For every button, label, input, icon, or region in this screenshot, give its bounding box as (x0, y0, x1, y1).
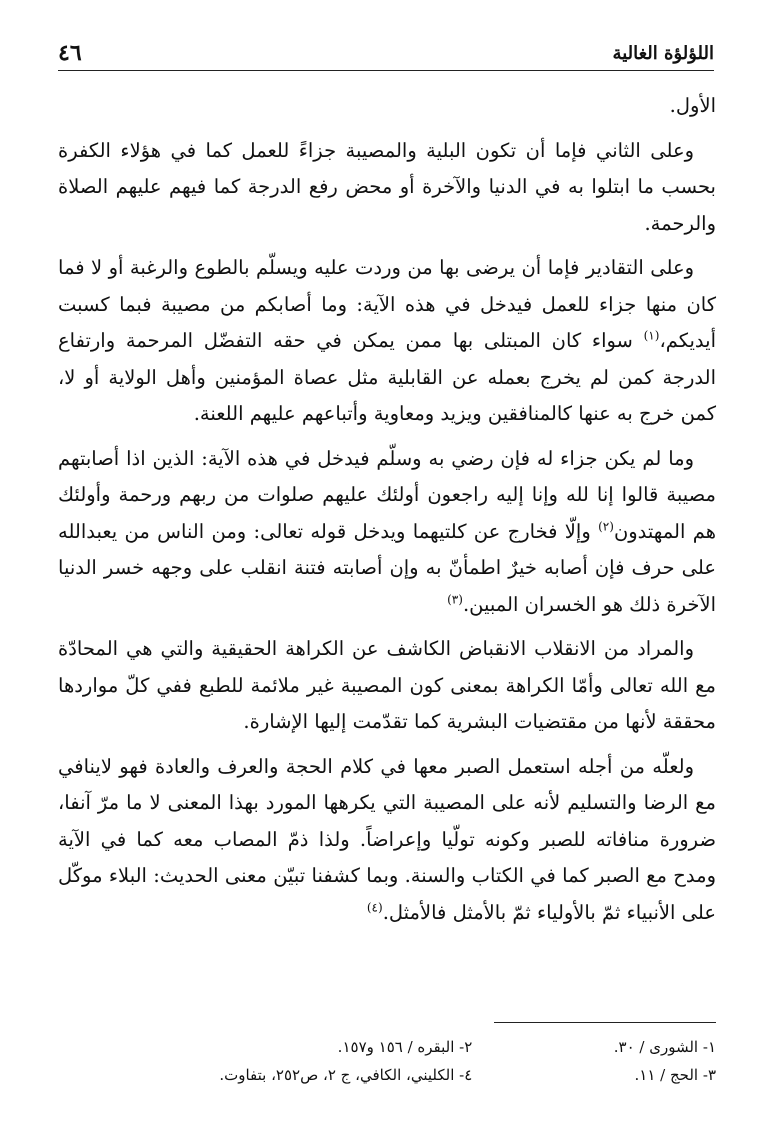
paragraph-3-text-after: سواء كان المبتلى بها ممن يمكن في حقه التفضّل المرحمة وارتفاع الدرجة كمن لم يخرج بعمله عن القابلية مثل عصاة المؤمنين وأهل الولاية أو لا، كمن خرج به عنها كالمنافقين ويزيد ومعاوية وأتباعهم عليهم اللعنة. (58, 329, 716, 425)
paragraph-6-text-before: ولعلّه من أجله استعمل الصبر معها في كلام الحجة والعرف والعادة فهو لاينافي مع الرضا والتسليم لأنه على المصيبة التي يكرهها المورد بهذا المعنى لا ما مرّ آنفا، ضرورة منافاته للصبر وكونه تولّيا وإعراضاً. ولذا ذمّ المصاب معه كما في الآية ومدح مع الصبر كما في الكتاب والسنة. وبما كشفنا تبيّن معنى الحديث: البلاء موكّل على الأنبياء ثمّ بالأولياء ثمّ بالأمثل فالأمثل. (58, 754, 716, 924)
paragraph-4-text-middle: وإلّا فخارج عن كلتيهما ويدخل قوله تعالى: ومن الناس من يعبدالله على حرف فإن أصابه خيرٌ اطمأنّ به وإن أصابته فتنة انقلب على وجهه خسر الدنيا الآخرة ذلك هو الخسران المبين. (58, 519, 716, 616)
footnote-divider (494, 1022, 716, 1023)
paragraph-2 (58, 133, 716, 243)
paragraph-1-text: الأول. (669, 94, 716, 117)
paragraph-4-text-before: وما لم يكن جزاء له فإن رضي به وسلّم فيدخل في هذه الآية: الذين اذا أصابتهم مصيبة قالوا إنا لله وإنا إليه راجعون أولئك عليهم صلوات من ربهم ورحمة وأولئك هم المهتدون (58, 446, 717, 543)
paragraph-6 (58, 749, 716, 932)
footnote-ref-3[interactable]: (٣) (447, 592, 463, 606)
footnote-4: ٤- الكليني، الكافي، ج ٢، ص٢٥٢، بتفاوت. (219, 1066, 473, 1084)
running-title: اللؤلؤة الغالية (612, 43, 714, 64)
paragraph-3-text-before: وعلى التقادير فإما أن يرضى بها من وردت عليه ويسلّم بالطوع والرغبة أو لا فما كان منها جزاء للعمل فيدخل في هذه الآية: وما أصابكم من مصيبة فبما كسبت أيديكم، (58, 256, 716, 352)
page-header (58, 36, 714, 71)
footnote-ref-4[interactable]: (٤) (366, 900, 383, 914)
paragraph-5 (58, 631, 716, 741)
footnote-1: ١- الشورى / ٣٠. (613, 1038, 716, 1056)
paragraph-2-text: وعلى الثاني فإما أن تكون البلية والمصيبة جزاءً للعمل كما في هؤلاء الكفرة بحسب ما ابتلوا به في الدنيا والآخرة أو محض رفع الدرجة كما فيهم عليهم الصلاة والرحمة. (58, 138, 716, 235)
footnote-3: ٣- الحج / ١١. (634, 1066, 716, 1084)
footnotes (58, 1036, 716, 1086)
footnote-ref-2[interactable]: (٢) (598, 519, 614, 533)
paragraph-4 (58, 441, 716, 624)
footnote-ref-1[interactable]: (١) (643, 328, 660, 343)
paragraph-3 (58, 250, 716, 433)
main-text (58, 88, 716, 939)
paragraph-5-text: والمراد من الانقلاب الانقباض الكاشف عن الكراهة الحقيقية والتي هي المحادّة مع الله تعالى وأمّا الكراهة بمعنى كون المصيبة غير ملائمة للطبع ففي كلّ مواردها محققة لأنها من مقتضيات البشرية كما تقدّمت إليها الإشارة. (58, 637, 716, 733)
paragraph-1 (58, 88, 716, 125)
page-number: ٤٦ (58, 40, 82, 66)
footnote-2: ٢- البقره / ١٥٦ و١٥٧. (337, 1038, 473, 1056)
